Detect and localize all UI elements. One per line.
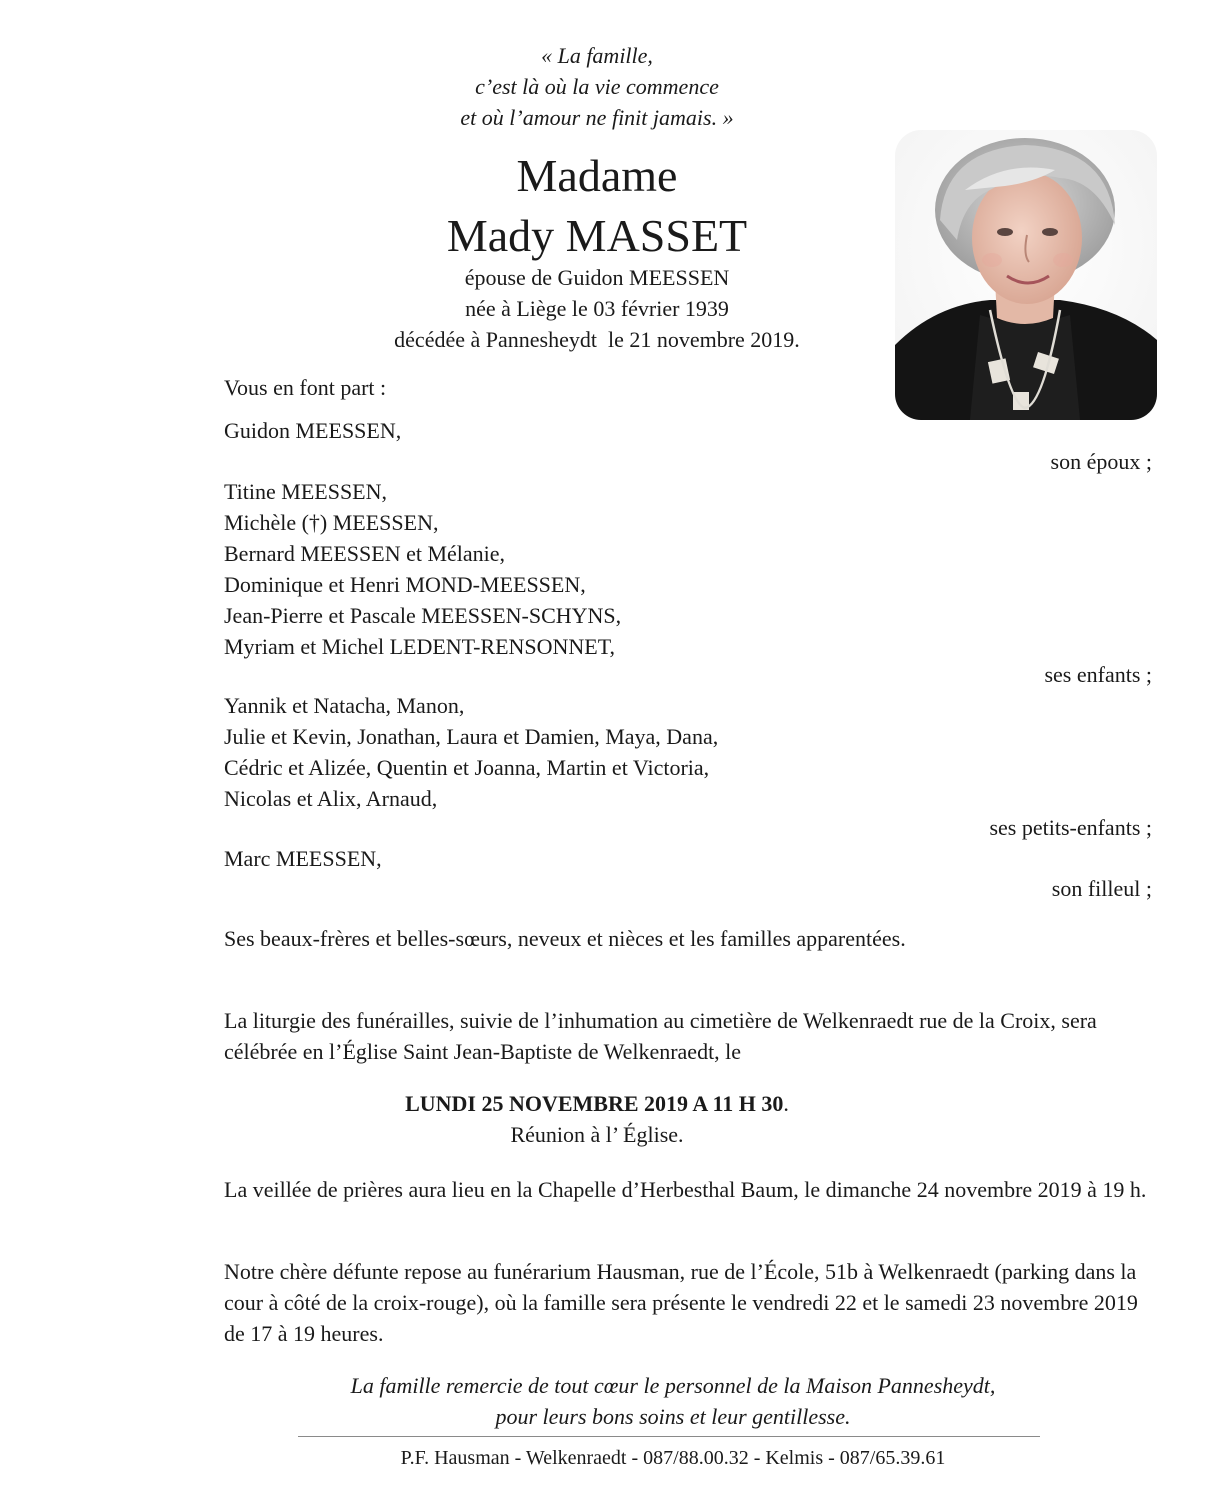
portrait-photo	[895, 130, 1157, 420]
portrait-image	[895, 130, 1157, 420]
funeral-home-footer: P.F. Hausman - Welkenraedt - 087/88.00.32 - Kelmis - 087/65.39.61	[400, 1447, 946, 1469]
godson-label: son filleul ;	[1051, 876, 1152, 901]
ceremony-date-suffix: .	[783, 1091, 789, 1116]
ceremony-text: La liturgie des funérailles, suivie de l’inhumation au cimetière de Welkenraedt rue de la Croix, sera célébrée en l’Église Saint Jean-Baptiste de Welkenraedt, le	[224, 1008, 1097, 1064]
quote-line: c’est là où la vie commence	[475, 74, 719, 99]
children-list	[224, 476, 621, 662]
birth-line: née à Liège le 03 février 1939	[465, 296, 729, 321]
quote-line: et où l’amour ne finit jamais. »	[460, 105, 734, 130]
child-name: Michèle (†) MEESSEN,	[224, 510, 439, 535]
thanks-line: La famille remercie de tout cœur le personnel de la Maison Pannesheydt,	[350, 1373, 996, 1398]
spouse-label: son époux ;	[1050, 449, 1152, 474]
announcement-intro: Vous en font part :	[224, 375, 387, 400]
ceremony-datetime	[297, 1088, 897, 1119]
grandchild-line: Yannik et Natacha, Manon,	[224, 693, 465, 718]
grandchildren-label: ses petits-enfants ;	[989, 815, 1152, 840]
grandchild-line: Cédric et Alizée, Quentin et Joanna, Martin et Victoria,	[224, 755, 710, 780]
child-name: Bernard MEESSEN et Mélanie,	[224, 541, 506, 566]
extended-family: Ses beaux-frères et belles-sœurs, neveux et nièces et les familles apparentées.	[224, 926, 906, 951]
child-name: Dominique et Henri MOND-MEESSEN,	[224, 572, 586, 597]
death-line: décédée à Pannesheydt le 21 novembre 2019.	[394, 327, 800, 352]
spouse-line: épouse de Guidon MEESSEN	[464, 265, 730, 290]
godson-name: Marc MEESSEN,	[224, 846, 382, 871]
quote-line: « La famille,	[541, 43, 653, 68]
salutation: Madame	[516, 150, 678, 201]
footer-divider	[298, 1436, 1040, 1437]
repose-text: Notre chère défunte repose au funérarium Hausman, rue de l’École, 51b à Welkenraedt (parking dans la cour à côté de la croix-rouge), où la famille sera présente le vendredi 22 et le samedi 23 novembre 2019 de 17 à 19 heures.	[224, 1259, 1138, 1346]
child-name: Titine MEESSEN,	[224, 479, 388, 504]
thanks-message	[297, 1370, 1049, 1432]
ceremony-date: LUNDI 25 NOVEMBRE 2019 A 11 H 30	[405, 1091, 784, 1116]
deceased-name: Mady MASSET	[446, 210, 748, 261]
child-name: Jean-Pierre et Pascale MEESSEN-SCHYNS,	[224, 603, 622, 628]
epigraph-quote	[297, 40, 897, 133]
child-name: Myriam et Michel LEDENT-RENSONNET,	[224, 634, 616, 659]
thanks-line: pour leurs bons soins et leur gentillesse.	[495, 1404, 851, 1429]
vigil-text: La veillée de prières aura lieu en la Chapelle d’Herbesthal Baum, le dimanche 24 novembre 2019 à 19 h.	[224, 1177, 1147, 1202]
meeting-place: Réunion à l’ Église.	[510, 1122, 684, 1147]
spouse-name: Guidon MEESSEN,	[224, 418, 402, 443]
grandchild-line: Nicolas et Alix, Arnaud,	[224, 786, 438, 811]
children-label: ses enfants ;	[1044, 662, 1152, 687]
grandchildren-list	[224, 690, 718, 814]
grandchild-line: Julie et Kevin, Jonathan, Laura et Damien, Maya, Dana,	[224, 724, 719, 749]
